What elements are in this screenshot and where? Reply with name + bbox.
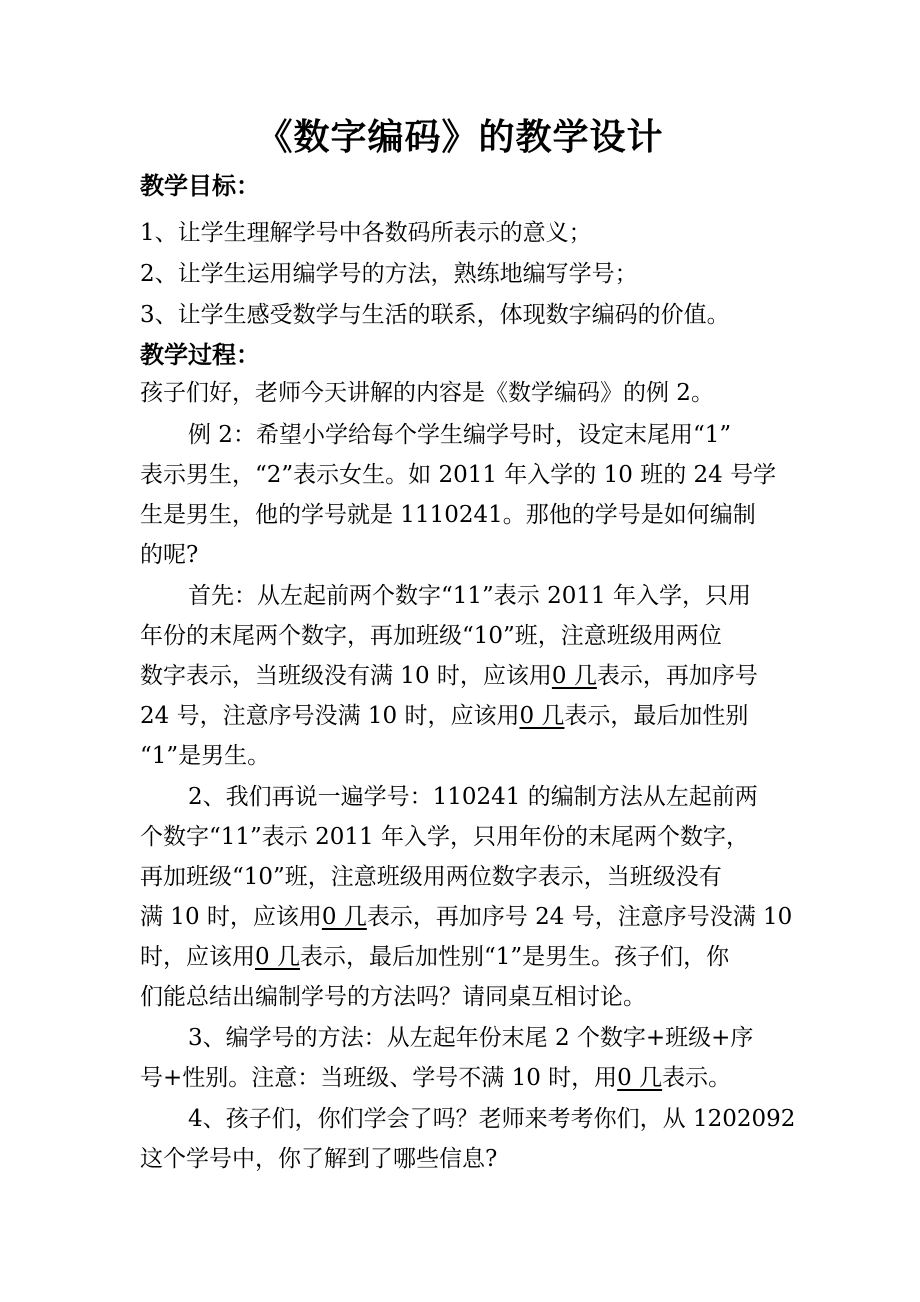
- text-segment: 表示，最后加性别“1”是男生。孩子们，你: [299, 944, 730, 970]
- text-segment: 表示。: [662, 1065, 732, 1091]
- second-step-line: 个数字“11”表示 2011 年入学，只用年份的末尾两个数字，: [140, 824, 749, 850]
- fourth-step-line: 4、孩子们，你们学会了吗？老师来考考你们，从 1202092: [188, 1106, 796, 1132]
- example2-line: 例 2：希望小学给每个学生编学号时，设定末尾用“1”: [188, 422, 732, 448]
- first-step-line: 首先：从左起前两个数字“11”表示 2011 年入学，只用: [188, 583, 751, 609]
- text-segment: 时，应该用: [140, 944, 255, 970]
- objectives-heading: 教学目标：: [140, 172, 260, 200]
- objective-item: 1、让学生理解学号中各数码所表示的意义；: [140, 220, 592, 246]
- text-segment: 数字表示，当班级没有满 10 时，应该用: [140, 663, 552, 689]
- process-heading: 教学过程：: [140, 341, 260, 369]
- second-step-line: 们能总结出编制学号的方法吗？请同桌互相讨论。: [140, 984, 646, 1010]
- text-segment: 满 10 时，应该用: [140, 904, 322, 930]
- text-segment: 表示，再加序号 24 号，注意序号没满 10: [366, 904, 793, 930]
- third-step-line: 3、编学号的方法：从左起年份末尾 2 个数字+班级+序: [188, 1025, 754, 1051]
- text-segment: 24 号，注意序号没满 10 时，应该用: [140, 703, 520, 729]
- underlined-text: 0 几: [617, 1065, 663, 1091]
- objective-item: 3、让学生感受数学与生活的联系，体现数字编码的价值。: [140, 302, 730, 328]
- second-step-line: 再加班级“10”班，注意班级用两位数字表示，当班级没有: [140, 864, 722, 890]
- objective-item: 2、让学生运用编学号的方法，熟练地编写学号；: [140, 261, 638, 287]
- example2-line: 表示男生，“2”表示女生。如 2011 年入学的 10 班的 24 号学: [140, 462, 777, 488]
- intro-paragraph: 孩子们好，老师今天讲解的内容是《数学编码》的例 2。: [140, 380, 714, 406]
- text-segment: 号+性别。注意：当班级、学号不满 10 时，用: [140, 1065, 618, 1091]
- third-step-line: [140, 1060, 731, 1096]
- text-segment: 表示，最后加性别: [564, 703, 749, 729]
- example2-line: 生是男生，他的学号就是 1110241。那他的学号是如何编制: [140, 502, 756, 528]
- second-step-line: [140, 899, 792, 935]
- first-step-line: 年份的末尾两个数字，再加班级“10”班，注意班级用两位: [140, 623, 722, 649]
- fourth-step-line: 这个学号中，你了解到了哪些信息?: [140, 1146, 498, 1172]
- first-step-line: [140, 698, 748, 734]
- underlined-text: 0 几: [519, 703, 565, 729]
- second-step-line: 2、我们再说一遍学号：110241 的编制方法从左起前两: [188, 784, 758, 810]
- underlined-text: 0 几: [255, 944, 300, 970]
- underlined-text: 0 几: [551, 663, 597, 689]
- underlined-text: 0 几: [321, 904, 367, 930]
- example2-line: 的呢?: [140, 542, 199, 568]
- text-segment: 表示，再加序号: [596, 663, 758, 689]
- second-step-line: [140, 939, 729, 975]
- first-step-line: [140, 658, 758, 694]
- first-step-line: “1”是男生。: [140, 743, 271, 769]
- document-title: 《数字编码》的教学设计: [256, 116, 664, 158]
